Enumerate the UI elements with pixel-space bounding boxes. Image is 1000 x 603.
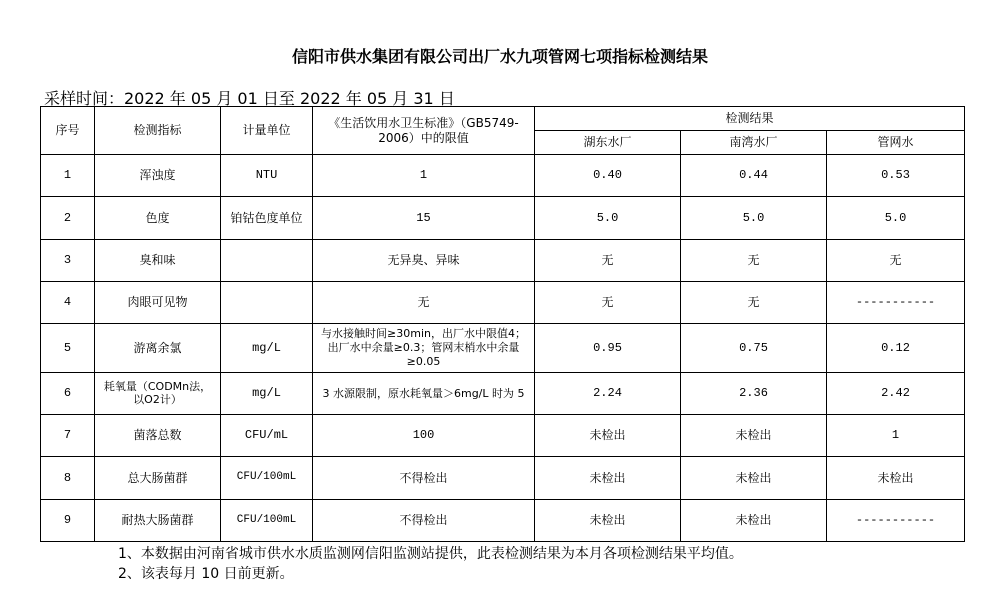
table-row	[41, 197, 965, 239]
cell-seq: 7	[41, 415, 95, 457]
cell-nanwan: 0.75	[681, 324, 827, 372]
cell-indicator: 菌落总数	[95, 415, 221, 457]
header-seq: 序号	[41, 107, 95, 155]
cell-hudong: 未检出	[535, 499, 681, 541]
cell-seq: 8	[41, 457, 95, 499]
header-results: 检测结果	[535, 107, 965, 131]
cell-seq: 4	[41, 281, 95, 323]
cell-pipe: 1	[827, 415, 965, 457]
cell-hudong: 0.95	[535, 324, 681, 372]
table-row	[41, 372, 965, 414]
cell-hudong: 0.40	[535, 155, 681, 197]
cell-limit: 3 水源限制，原水耗氧量＞6mg/L 时为 5	[313, 372, 535, 414]
table-row	[41, 324, 965, 372]
table-row	[41, 281, 965, 323]
cell-unit	[221, 281, 313, 323]
cell-nanwan: 无	[681, 239, 827, 281]
cell-indicator: 臭和味	[95, 239, 221, 281]
cell-pipe: 未检出	[827, 457, 965, 499]
sampling-time: 采样时间：2022 年 05 月 01 日至 2022 年 05 月 31 日	[44, 89, 455, 108]
footnotes	[118, 544, 743, 584]
cell-seq: 1	[41, 155, 95, 197]
cell-indicator: 肉眼可见物	[95, 281, 221, 323]
cell-indicator: 色度	[95, 197, 221, 239]
cell-hudong: 2.24	[535, 372, 681, 414]
cell-nanwan: 未检出	[681, 457, 827, 499]
table-row	[41, 239, 965, 281]
cell-limit: 1	[313, 155, 535, 197]
cell-unit: CFU/100mL	[221, 457, 313, 499]
cell-nanwan: 0.44	[681, 155, 827, 197]
cell-indicator: 耐热大肠菌群	[95, 499, 221, 541]
cell-pipe: 0.53	[827, 155, 965, 197]
cell-limit: 15	[313, 197, 535, 239]
cell-unit: 铂钴色度单位	[221, 197, 313, 239]
cell-pipe: 0.12	[827, 324, 965, 372]
cell-hudong: 未检出	[535, 457, 681, 499]
cell-nanwan: 无	[681, 281, 827, 323]
cell-nanwan: 5.0	[681, 197, 827, 239]
cell-limit: 不得检出	[313, 457, 535, 499]
cell-hudong: 无	[535, 239, 681, 281]
table-row	[41, 499, 965, 541]
cell-pipe: -----------	[827, 281, 965, 323]
cell-seq: 2	[41, 197, 95, 239]
cell-hudong: 5.0	[535, 197, 681, 239]
header-indicator: 检测指标	[95, 107, 221, 155]
footnote-2: 2、该表每月 10 日前更新。	[118, 566, 294, 582]
cell-indicator: 浑浊度	[95, 155, 221, 197]
cell-unit: CFU/100mL	[221, 499, 313, 541]
header-unit: 计量单位	[221, 107, 313, 155]
cell-limit: 不得检出	[313, 499, 535, 541]
cell-unit	[221, 239, 313, 281]
header-pipe: 管网水	[827, 131, 965, 155]
cell-nanwan: 未检出	[681, 499, 827, 541]
header-hudong: 湖东水厂	[535, 131, 681, 155]
cell-limit: 与水接触时间≥30min，出厂水中限值4；出厂水中余量≥0.3；管网末梢水中余量≥0.05	[313, 324, 535, 372]
cell-unit: mg/L	[221, 372, 313, 414]
cell-indicator: 总大肠菌群	[95, 457, 221, 499]
header-limit: 《生活饮用水卫生标准》（GB5749-2006）中的限值	[313, 107, 535, 155]
cell-seq: 5	[41, 324, 95, 372]
cell-unit: CFU/mL	[221, 415, 313, 457]
cell-hudong: 未检出	[535, 415, 681, 457]
results-table	[40, 106, 965, 542]
cell-pipe: 2.42	[827, 372, 965, 414]
cell-seq: 3	[41, 239, 95, 281]
cell-unit: NTU	[221, 155, 313, 197]
table-row	[41, 415, 965, 457]
cell-hudong: 无	[535, 281, 681, 323]
cell-unit: mg/L	[221, 324, 313, 372]
cell-limit: 无	[313, 281, 535, 323]
cell-limit: 100	[313, 415, 535, 457]
cell-nanwan: 未检出	[681, 415, 827, 457]
cell-limit: 无异臭、异味	[313, 239, 535, 281]
cell-pipe: 5.0	[827, 197, 965, 239]
cell-seq: 6	[41, 372, 95, 414]
table-row	[41, 155, 965, 197]
cell-seq: 9	[41, 499, 95, 541]
table-row	[41, 457, 965, 499]
cell-indicator: 游离余氯	[95, 324, 221, 372]
header-nanwan: 南湾水厂	[681, 131, 827, 155]
page-title: 信阳市供水集团有限公司出厂水九项管网七项指标检测结果	[291, 47, 708, 66]
cell-indicator: 耗氧量（CODMn法，以O2计）	[95, 372, 221, 414]
cell-nanwan: 2.36	[681, 372, 827, 414]
cell-pipe: 无	[827, 239, 965, 281]
cell-pipe: -----------	[827, 499, 965, 541]
footnote-1: 1、本数据由河南省城市供水水质监测网信阳监测站提供，此表检测结果为本月各项检测结果平均值。	[118, 546, 743, 562]
